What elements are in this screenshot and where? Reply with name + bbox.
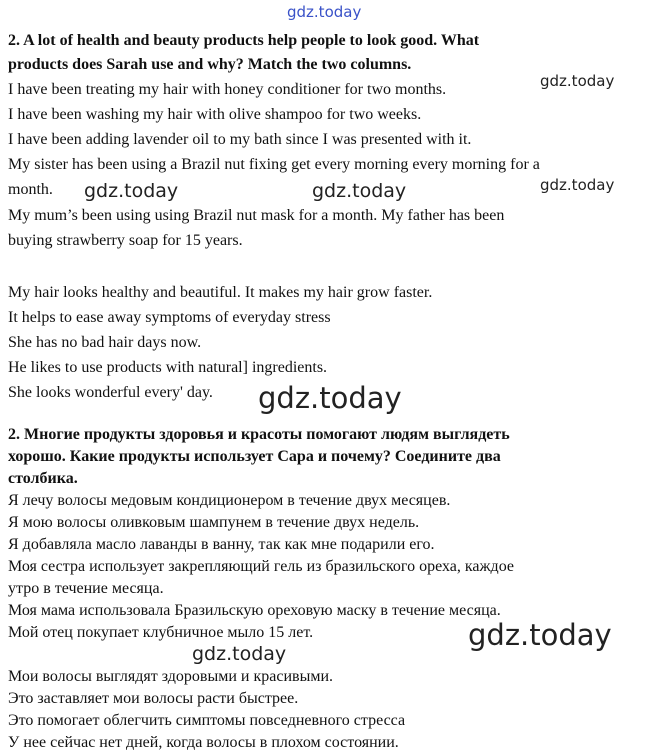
column-a-item-ru: Я добавляла масло лаванды в ванну, так как мне подарили его. bbox=[8, 536, 435, 553]
column-b-item-ru: У нее сейчас нет дней, когда волосы в плохом состоянии. bbox=[8, 734, 399, 751]
exercise-heading-ru: 2. Многие продукты здоровья и красоты помогают людям выглядеть bbox=[8, 426, 510, 443]
column-a-item: My mum’s been using using Brazil nut mask for a month. My father has been bbox=[8, 207, 505, 224]
column-a-item: I have been treating my hair with honey conditioner for two months. bbox=[8, 81, 447, 98]
watermark: gdz.today bbox=[540, 176, 615, 194]
column-a-item-ru: Я мою волосы оливковым шампунем в течение двух недель. bbox=[8, 514, 420, 531]
column-a-item-ru: Моя сестра использует закрепляющий гель из бразильского ореха, каждое bbox=[8, 558, 514, 575]
exercise-heading-en: 2. A lot of health and beauty products help people to look good. What bbox=[8, 32, 480, 49]
watermark: gdz.today bbox=[192, 643, 287, 665]
column-b-item: My hair looks healthy and beautiful. It makes my hair grow faster. bbox=[8, 284, 433, 301]
column-a-item: buying strawberry soap for 15 years. bbox=[8, 232, 243, 249]
exercise-heading-ru: хорошо. Какие продукты использует Сара и почему? Соедините два bbox=[8, 448, 501, 465]
watermark: gdz.today bbox=[258, 381, 402, 415]
column-a-item: I have been adding lavender oil to my bath since I was presented with it. bbox=[8, 131, 472, 148]
exercise-heading-en: products does Sarah use and why? Match the two columns. bbox=[8, 56, 412, 73]
column-b-item-ru: Это заставляет мои волосы расти быстрее. bbox=[8, 690, 299, 707]
column-a-item-ru: Я лечу волосы медовым кондиционером в течение двух месяцев. bbox=[8, 492, 451, 509]
column-b-item-ru: Это помогает облегчить симптомы повседневного стресса bbox=[8, 712, 406, 729]
column-b-item: He likes to use products with natural] ingredients. bbox=[8, 359, 328, 376]
watermark: gdz.today bbox=[540, 72, 615, 90]
column-a-item-ru: Моя мама использовала Бразильскую ореховую маску в течение месяца. bbox=[8, 602, 501, 619]
column-b-item: She has no bad hair days now. bbox=[8, 334, 202, 351]
column-a-item: month. bbox=[8, 181, 53, 198]
column-a-item: My sister has been using a Brazil nut fixing get every morning every morning for a bbox=[8, 156, 540, 173]
watermark: gdz.today bbox=[468, 618, 612, 652]
column-a-item: I have been washing my hair with olive shampoo for two weeks. bbox=[8, 106, 422, 123]
watermark-top: gdz.today bbox=[287, 3, 362, 21]
exercise-heading-ru: столбика. bbox=[8, 470, 78, 487]
column-a-item-ru: утро в течение месяца. bbox=[8, 580, 164, 597]
watermark: gdz.today bbox=[312, 180, 407, 202]
column-b-item: It helps to ease away symptoms of everyday stress bbox=[8, 309, 331, 326]
column-b-item: She looks wonderful every' day. bbox=[8, 384, 213, 401]
column-a-item-ru: Мой отец покупает клубничное мыло 15 лет. bbox=[8, 624, 314, 641]
watermark: gdz.today bbox=[84, 180, 179, 202]
column-b-item-ru: Мои волосы выглядят здоровыми и красивыми. bbox=[8, 668, 334, 685]
